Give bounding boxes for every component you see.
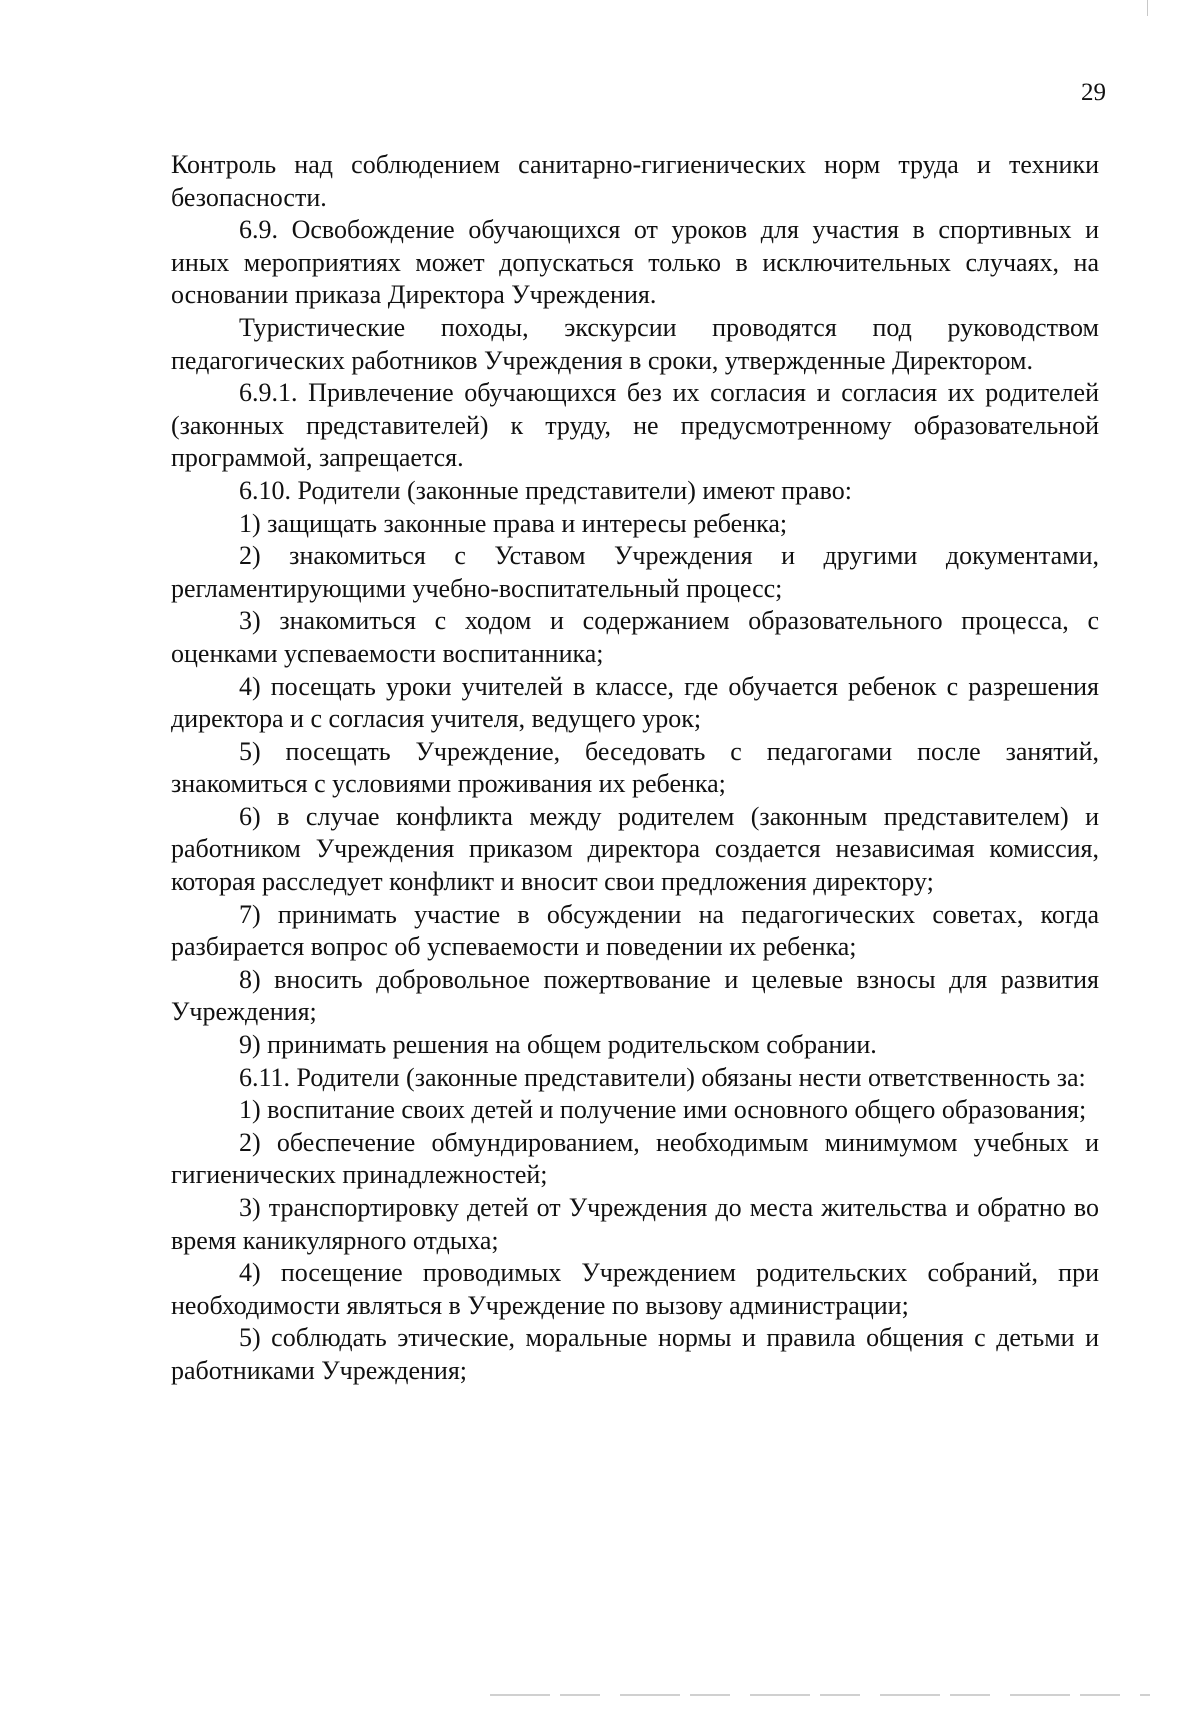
- list-item: 7) принимать участие в обсуждении на педагогических советах, когда разбирается вопрос об успеваемости и поведении их ребенка;: [171, 899, 1099, 962]
- list-item: 8) вносить добровольное пожертвование и целевые взносы для развития Учреждения;: [171, 964, 1099, 1027]
- paragraph: Туристические походы, экскурсии проводятся под руководством педагогических работников Учреждения в сроки, утвержденные Директором.: [171, 312, 1099, 375]
- list-item: 2) обеспечение обмундированием, необходимым минимумом учебных и гигиенических принадлежностей;: [171, 1127, 1099, 1190]
- scan-edge-mark: [490, 1694, 1150, 1696]
- list-item: 2) знакомиться с Уставом Учреждения и другими документами, регламентирующими учебно-воспитательный процесс;: [171, 541, 1099, 603]
- scan-edge-mark: [1147, 0, 1148, 16]
- list-item: 5) посещать Учреждение, беседовать с педагогами после занятий, знакомиться с условиями проживания их ребенка;: [171, 736, 1099, 799]
- list-item: 1) воспитание своих детей и получение ими основного общего образования;: [239, 1095, 1087, 1125]
- list-item: 9) принимать решения на общем родительском собрании.: [239, 1030, 877, 1060]
- paragraph: 6.11. Родители (законные представители) обязаны нести ответственность за:: [239, 1062, 1086, 1092]
- list-item: 1) защищать законные права и интересы ребенка;: [239, 508, 788, 538]
- list-item: 5) соблюдать этические, моральные нормы и правила общения с детьми и работниками Учреждения;: [171, 1323, 1099, 1385]
- paragraph: 6.9. Освобождение обучающихся от уроков для участия в спортивных и иных мероприятиях может допускаться только в исключительных случаях, на основании приказа Директора Учреждения.: [171, 215, 1099, 310]
- list-item: 3) транспортировку детей от Учреждения до места жительства и обратно во время каникулярного отдыха;: [171, 1193, 1099, 1255]
- list-item: 3) знакомиться с ходом и содержанием образовательного процесса, с оценками успеваемости воспитанника;: [171, 606, 1099, 668]
- list-item: 6) в случае конфликта между родителем (законным представителем) и работником Учреждения приказом директора создается независимая комиссия, которая расследует конфликт и вносит свои предложения директору;: [171, 801, 1099, 897]
- paragraph: Контроль над соблюдением санитарно-гигиенических норм труда и техники безопасности.: [171, 150, 1099, 212]
- paragraph: 6.10. Родители (законные представители) имеют право:: [239, 475, 852, 505]
- page-number: 29: [1081, 79, 1106, 106]
- paragraph: 6.9.1. Привлечение обучающихся без их согласия и согласия их родителей (законных представителей) к труду, не предусмотренному образовательной программой, запрещается.: [171, 378, 1099, 473]
- list-item: 4) посещать уроки учителей в классе, где обучается ребенок с разрешения директора и с согласия учителя, ведущего урок;: [171, 671, 1099, 734]
- document-body: [171, 149, 1099, 1388]
- list-item: 4) посещение проводимых Учреждением родительских собраний, при необходимости являться в Учреждение по вызову администрации;: [171, 1258, 1099, 1320]
